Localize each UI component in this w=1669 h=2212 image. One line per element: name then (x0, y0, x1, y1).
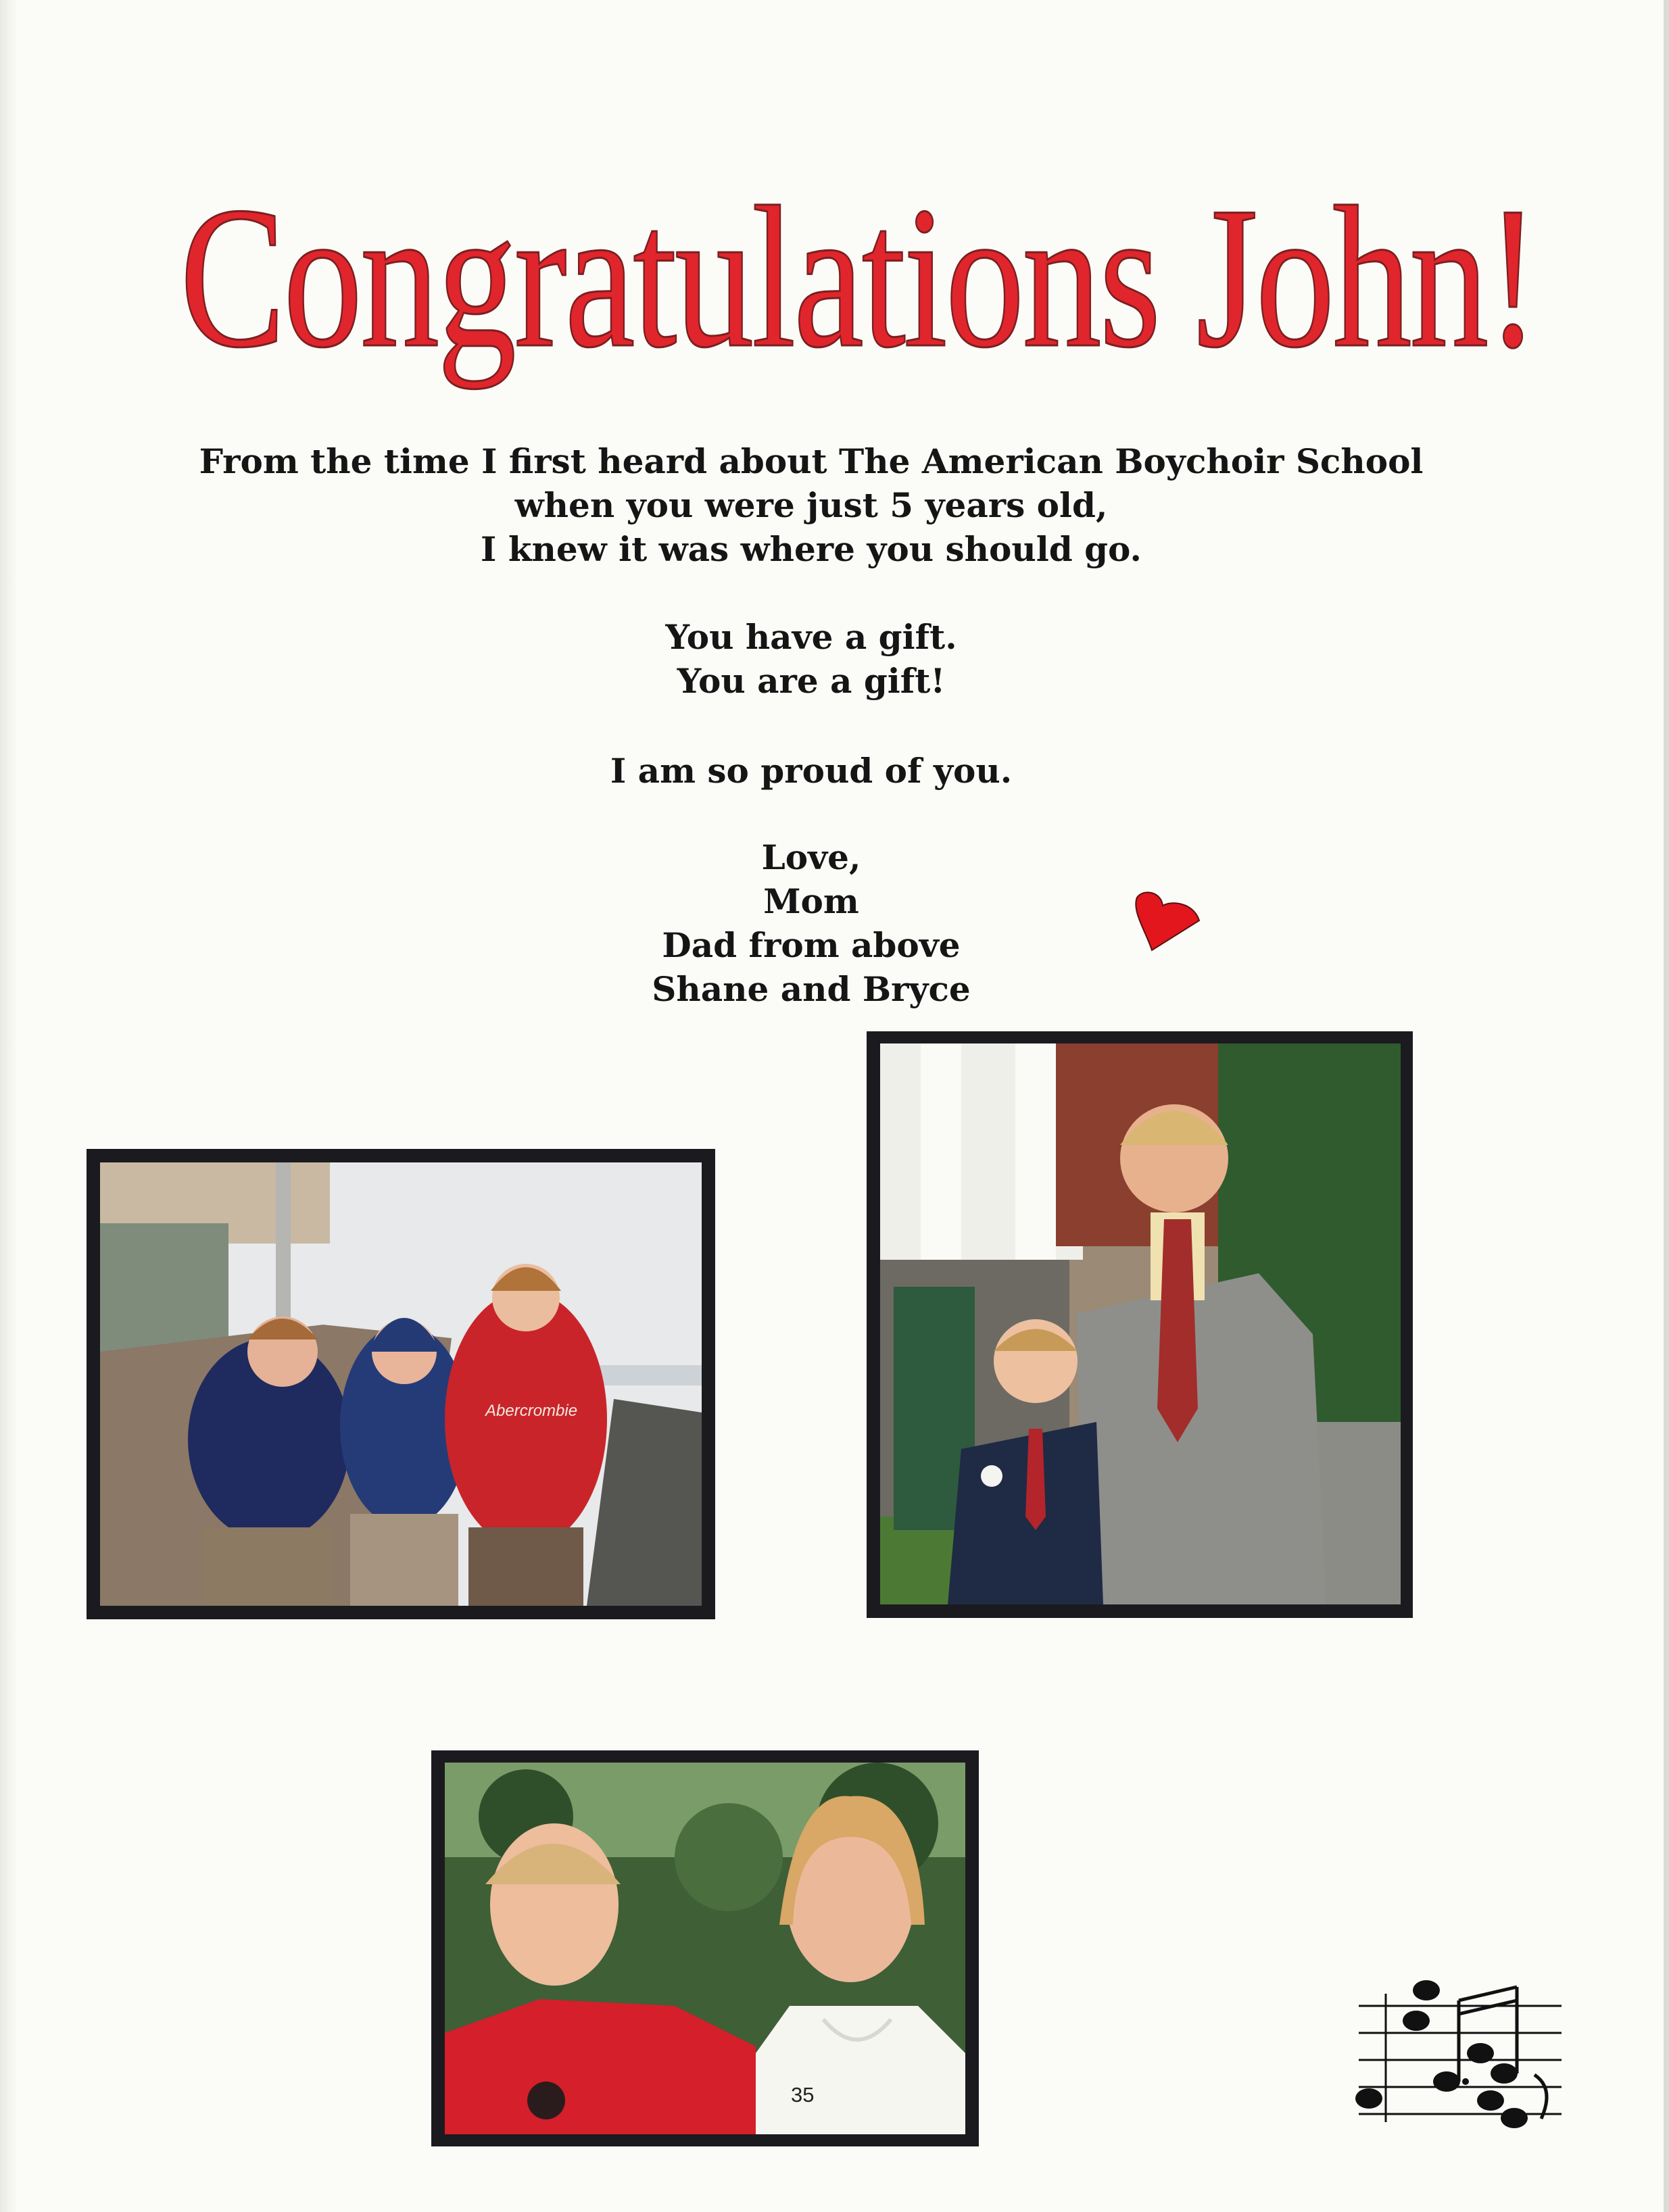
photo-image (880, 1043, 1401, 1604)
photo-boys-boardwalk (87, 1149, 715, 1619)
message-line: You have a gift. (665, 617, 957, 657)
message-paragraph-3 (135, 749, 1487, 793)
page-edge-right (1664, 0, 1669, 2212)
photo-boy-and-father (867, 1031, 1413, 1618)
photo-image (100, 1162, 702, 1606)
photo-image (445, 1763, 965, 2134)
message-line: I knew it was where you should go. (481, 529, 1142, 569)
page-edge (0, 0, 18, 2212)
photo-boy-and-mother (431, 1750, 979, 2146)
page-title: Congratulations John! (180, 165, 1538, 389)
message-line: I am so proud of you. (610, 751, 1013, 791)
message-paragraph-1 (135, 439, 1487, 571)
signoff-line: Love, (761, 837, 861, 877)
message-line: You are a gift! (677, 661, 946, 701)
heart-icon (1133, 891, 1203, 953)
message-line: when you were just 5 years old, (514, 485, 1108, 525)
music-notes-icon (1352, 1973, 1568, 2129)
page-number: 35 (791, 2083, 815, 2107)
signoff (135, 835, 1487, 1011)
message-line: From the time I first heard about The American Boychoir School (199, 441, 1424, 481)
signoff-line: Mom (763, 881, 859, 921)
shirt-text: Abercrombie (485, 1402, 578, 1420)
message-paragraph-2 (135, 615, 1487, 703)
signoff-line: Shane and Bryce (652, 969, 971, 1009)
signoff-line: Dad from above (662, 925, 961, 965)
